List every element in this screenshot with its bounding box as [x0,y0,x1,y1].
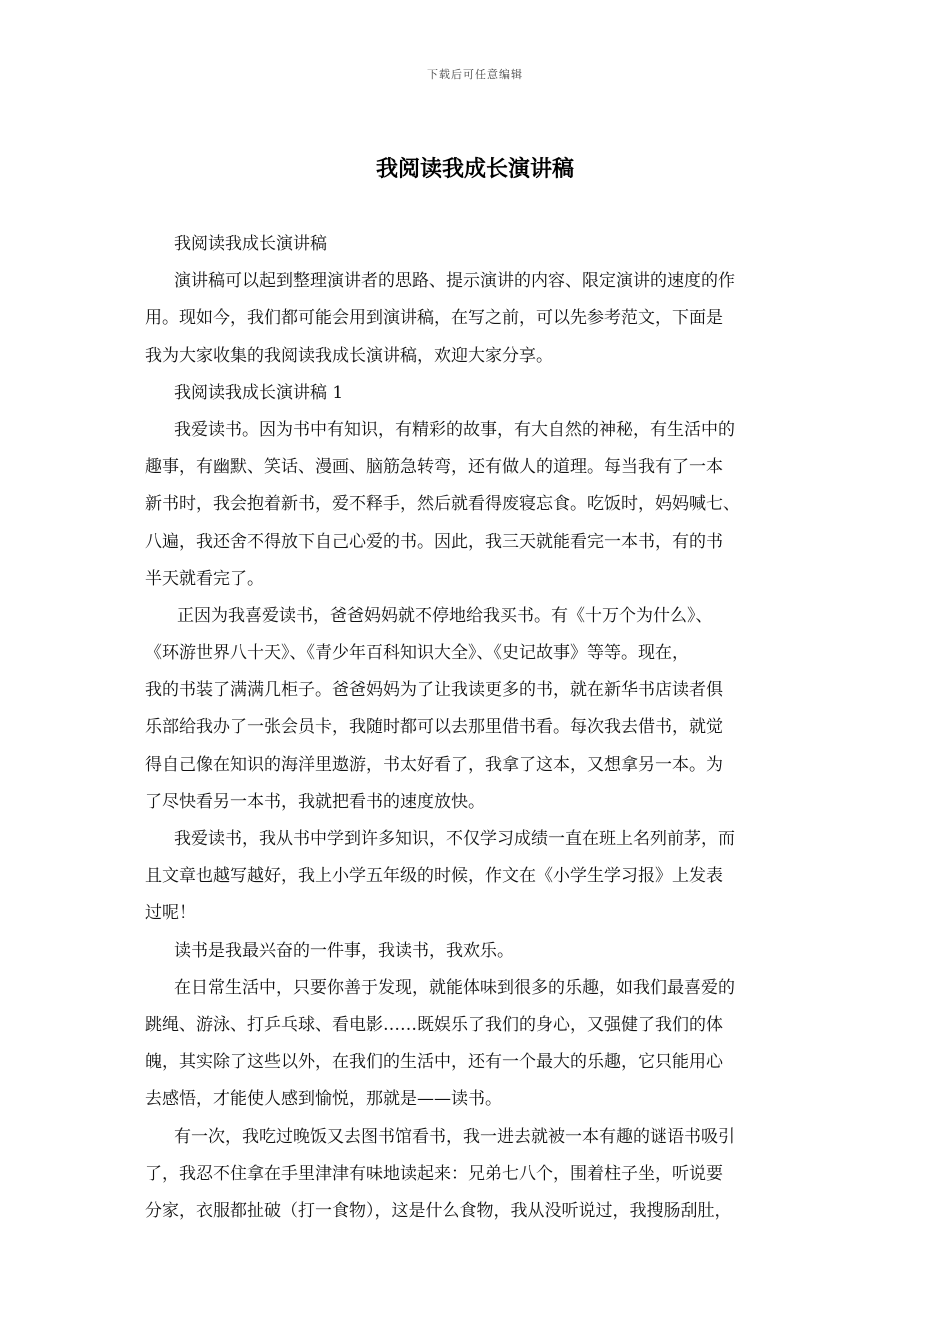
text-line: 分家，衣服都扯破（打一食物），这是什么食物，我从没听说过，我搜肠刮肚， [145,1200,732,1221]
text-line: 我为大家收集的我阅读我成长演讲稿，欢迎大家分享。 [145,345,553,366]
text-line: 读书是我最兴奋的一件事，我读书，我欢乐。 [174,940,514,961]
document-body [145,226,821,1230]
text-line: 魄，其实除了这些以外，在我们的生活中，还有一个最大的乐趣，它只能用心 [145,1052,723,1073]
text-line: 我的书装了满满几柜子。爸爸妈妈为了让我读更多的书，就在新华书店读者俱 [145,680,723,701]
text-line: 我爱读书。因为书中有知识，有精彩的故事，有大自然的神秘，有生活中的 [174,419,735,440]
text-line: 我爱读书，我从书中学到许多知识，不仅学习成绩一直在班上名列前茅，而 [174,829,735,849]
text-line: 用。现如今，我们都可能会用到演讲稿，在写之前，可以先参考范文，下面是 [145,308,723,329]
text-line: 趣事，有幽默、笑话、漫画、脑筋急转弯，还有做人的道理。每当我有了一本 [145,457,723,478]
text-line: 新书时，我会抱着新书，爱不释手，然后就看得废寝忘食。吃饭时，妈妈喊七、 [145,494,740,515]
text-line: 我阅读我成长演讲稿 1 [174,382,344,403]
document-title: 我阅读我成长演讲稿 [375,156,574,182]
text-line: 我阅读我成长演讲稿 [174,234,327,254]
text-line: 跳绳、游泳、打乒乓球、看电影……既娱乐了我们的身心，又强健了我们的体 [145,1014,723,1035]
text-line: 在日常生活中，只要你善于发现，就能体味到很多的乐趣，如我们最喜爱的 [174,977,735,998]
text-line: 正因为我喜爱读书，爸爸妈妈就不停地给我买书。有《十万个为什么》、 [177,605,713,626]
text-line: 得自己像在知识的海洋里遨游，书太好看了，我拿了这本，又想拿另一本。为 [145,754,723,775]
text-line: 乐部给我办了一张会员卡，我随时都可以去那里借书看。每次我去借书，就觉 [145,717,723,738]
text-line: 去感悟，才能使人感到愉悦，那就是——读书。 [145,1089,502,1110]
text-line: 演讲稿可以起到整理演讲者的思路、提示演讲的内容、限定演讲的速度的作 [174,271,735,292]
text-line: 八遍，我还舍不得放下自己心爱的书。因此，我三天就能看完一本书，有的书 [145,531,723,552]
page-header-note: 下载后可任意编辑 [427,68,523,81]
text-line: 《环游世界八十天》、《青少年百科知识大全》、《史记故事》等等。现在， [145,643,689,664]
text-line: 过呢！ [145,903,196,924]
text-line: 有一次，我吃过晚饭又去图书馆看书，我一进去就被一本有趣的谜语书吸引 [174,1126,735,1147]
text-line: 且文章也越写越好，我上小学五年级的时候，作文在《小学生学习报》上发表 [145,866,723,887]
text-line: 半天就看完了。 [145,568,264,589]
text-line: 了尽快看另一本书，我就把看书的速度放快。 [145,791,485,812]
text-line: 了，我忍不住拿在手里津津有味地读起来：兄弟七八个，围着柱子坐，听说要 [145,1163,723,1184]
